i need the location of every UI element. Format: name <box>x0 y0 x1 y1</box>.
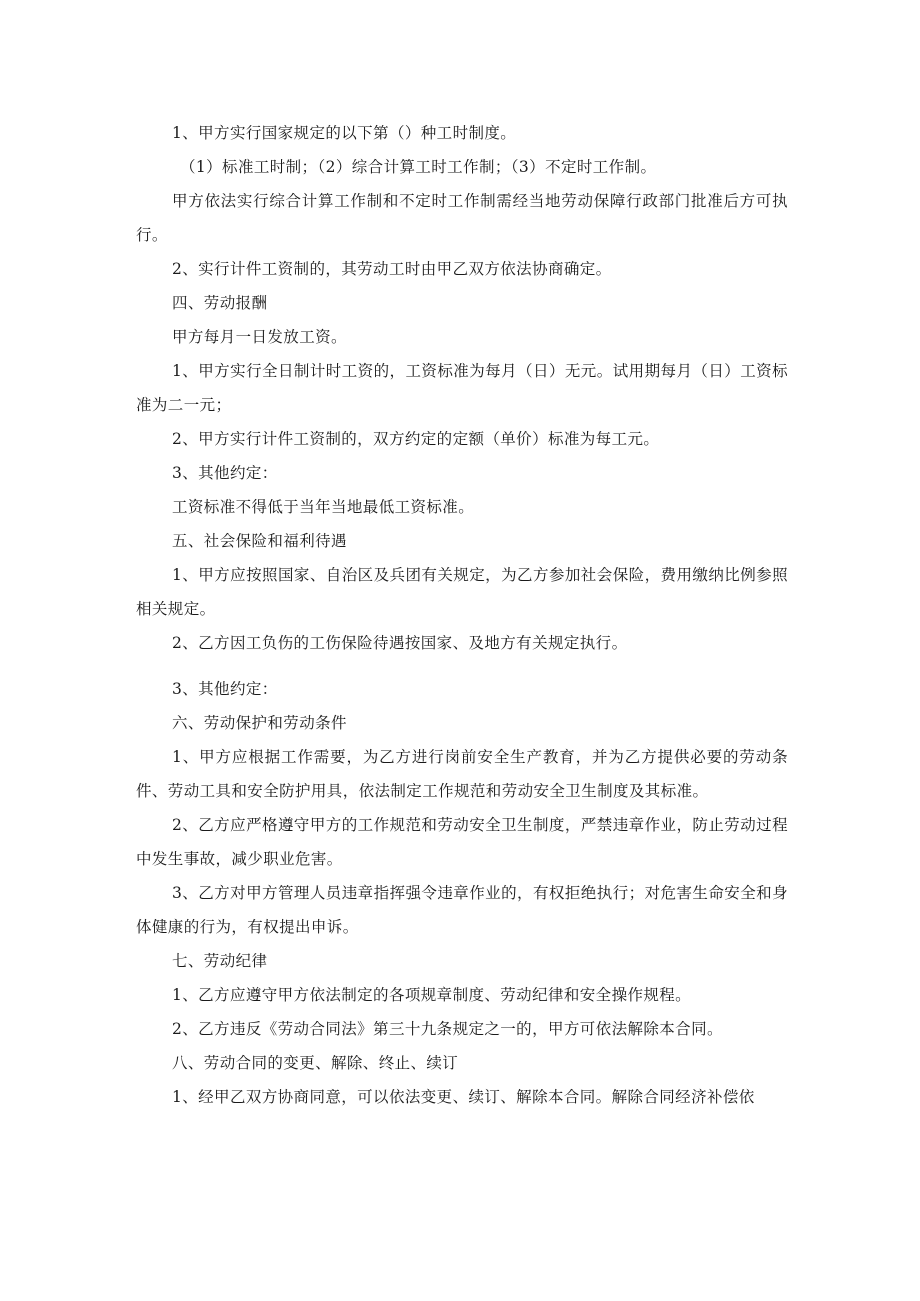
section-heading-labor-protection: 六、劳动保护和劳动条件 <box>172 714 347 732</box>
clause-safety-compliance: 2、乙方应严格遵守甲方的工作规范和劳动安全卫生制度，严禁违章作业，防止劳动过程中发生事故，减少职业危害。 <box>136 816 788 868</box>
clause-mutual-agreement: 1、经甲乙双方协商同意，可以依法变更、续订、解除本合同。解除合同经济补偿依 <box>172 1088 755 1106</box>
clause-safety-education: 1、甲方应根据工作需要，为乙方进行岗前安全生产教育，并为乙方提供必要的劳动条件、劳动工具和安全防护用具，依法制定工作规范和劳动安全卫生制度及其标准。 <box>136 748 788 800</box>
clause-other-agreement-insurance: 3、其他约定： <box>172 680 278 698</box>
section-heading-discipline: 七、劳动纪律 <box>172 952 268 970</box>
section-heading-contract-changes: 八、劳动合同的变更、解除、终止、续订 <box>172 1054 459 1072</box>
work-hours-options: （1）标准工时制；（2）综合计算工时工作制；（3）不定时工作制。 <box>180 158 657 176</box>
section-heading-remuneration: 四、劳动报酬 <box>172 294 268 312</box>
clause-rules-compliance: 1、乙方应遵守甲方依法制定的各项规章制度、劳动纪律和安全操作规程。 <box>172 986 692 1004</box>
clause-social-insurance: 1、甲方应按照国家、自治区及兵团有关规定，为乙方参加社会保险，费用缴纳比例参照相关规定。 <box>136 566 788 618</box>
section-heading-social-insurance: 五、社会保险和福利待遇 <box>172 532 347 550</box>
clause-work-hours-system: 1、甲方实行国家规定的以下第（）种工时制度。 <box>172 124 517 142</box>
clause-contract-law-violation: 2、乙方违反《劳动合同法》第三十九条规定之一的，甲方可依法解除本合同。 <box>172 1020 723 1038</box>
payday-note: 甲方每月一日发放工资。 <box>172 328 347 346</box>
clause-work-injury: 2、乙方因工负伤的工伤保险待遇按国家、及地方有关规定执行。 <box>172 634 628 652</box>
document-body <box>136 116 788 1114</box>
clause-other-agreement-wage: 3、其他约定： <box>172 464 278 482</box>
work-hours-approval-note: 甲方依法实行综合计算工作制和不定时工作制需经当地劳动保障行政部门批准后方可执行。 <box>136 192 788 244</box>
paragraph-spacer <box>136 660 788 672</box>
clause-time-wage: 1、甲方实行全日制计时工资的，工资标准为每月（日）无元。试用期每月（日）工资标准为二一元； <box>136 362 788 414</box>
clause-piece-wage: 2、甲方实行计件工资制的，双方约定的定额（单价）标准为每工元。 <box>172 430 660 448</box>
clause-piecework-hours: 2、实行计件工资制的，其劳动工时由甲乙双方依法协商确定。 <box>172 260 612 278</box>
minimum-wage-note: 工资标准不得低于当年当地最低工资标准。 <box>172 498 475 516</box>
clause-right-to-refuse: 3、乙方对甲方管理人员违章指挥强令违章作业的，有权拒绝执行；对危害生命安全和身体健康的行为，有权提出申诉。 <box>136 884 788 936</box>
